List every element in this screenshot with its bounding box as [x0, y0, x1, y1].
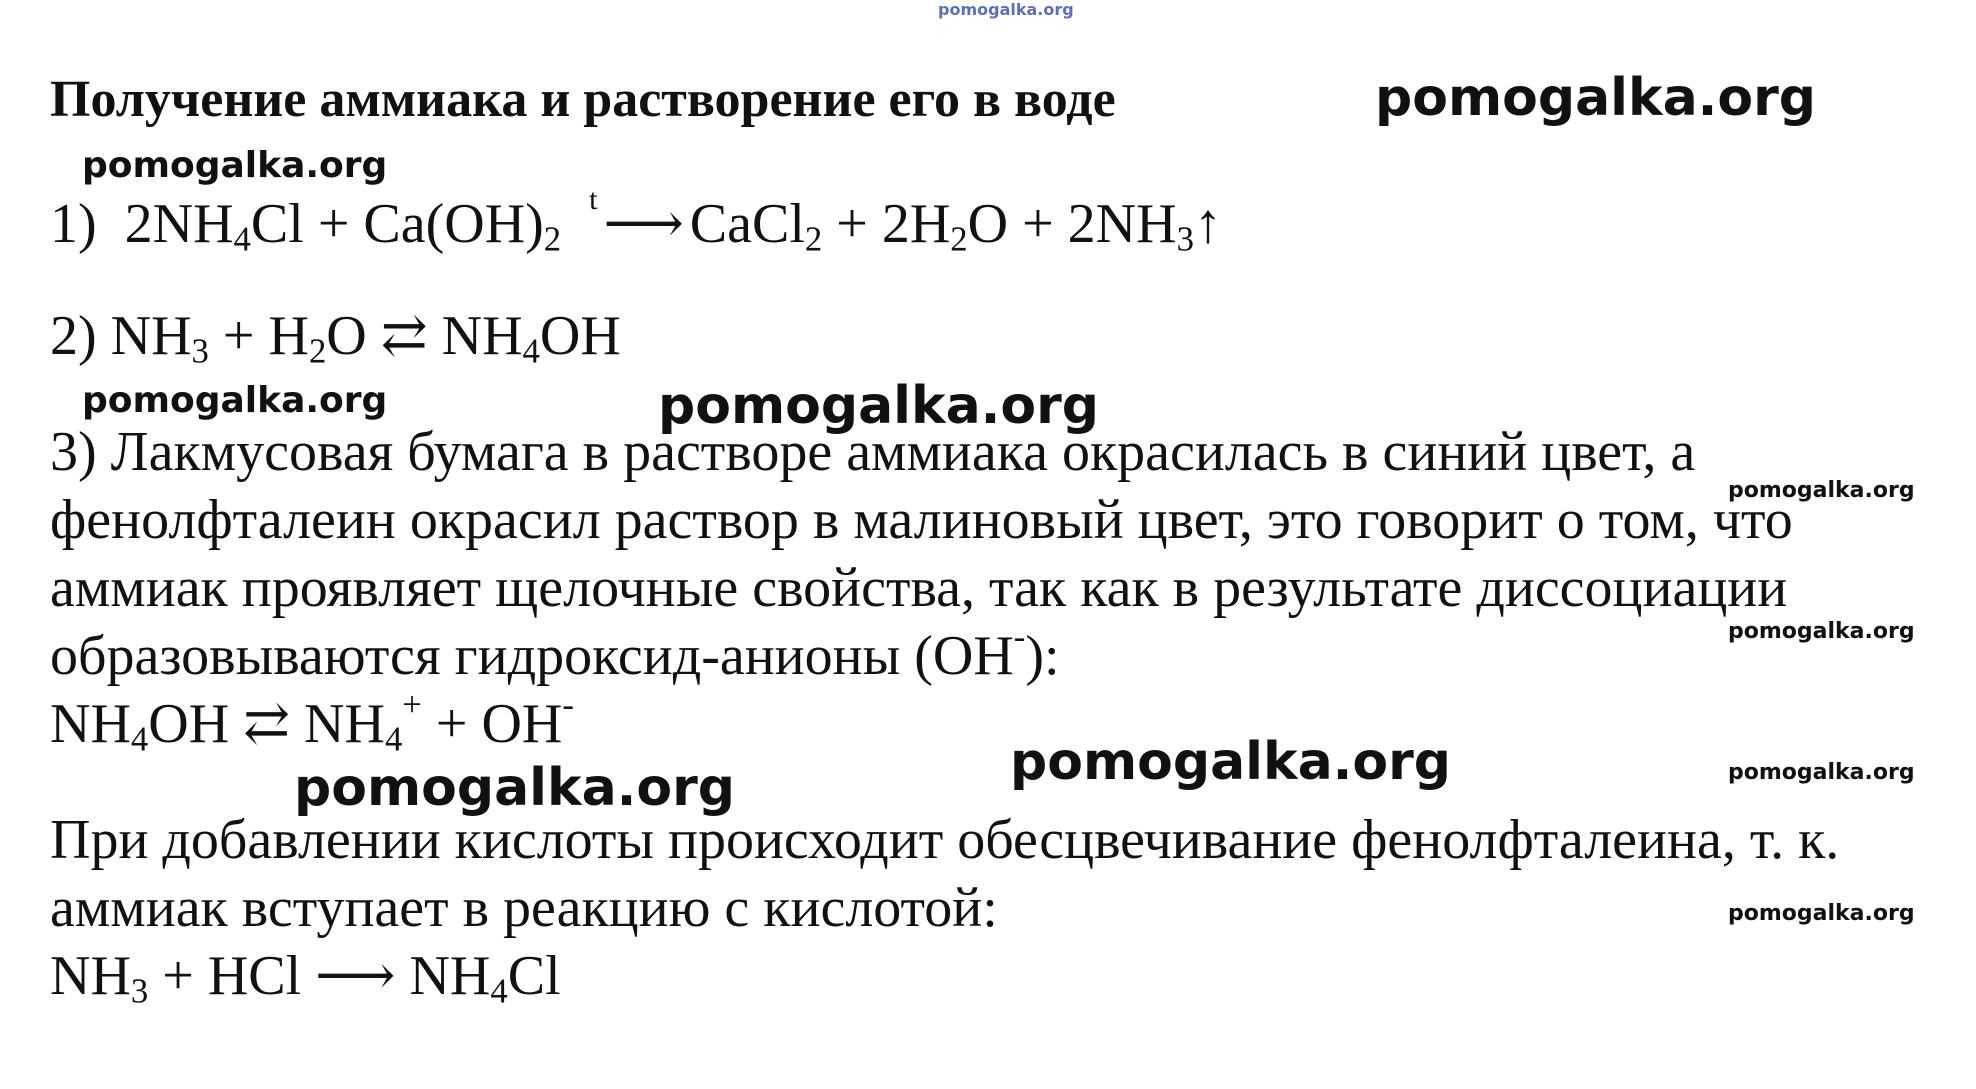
watermark-large: pomogalka.org: [1010, 732, 1452, 792]
condition-heat: t: [589, 183, 598, 216]
watermark-large: pomogalka.org: [658, 376, 1100, 436]
watermark-small: pomogalka.org: [1728, 760, 1915, 785]
watermark-small: pomogalka.org: [1728, 619, 1915, 644]
paragraph-4-line-2: аммиак вступает в реакцию с кислотой:: [50, 877, 998, 939]
paragraph-3-line-2: фенолфталеин окрасил раствор в малиновый цвет, это говорит о том, что: [50, 489, 1793, 551]
paragraph-3-line-4: образовываются гидроксид-анионы (OH-):: [50, 616, 1060, 687]
paragraph-4-line-1: При добавлении кислоты происходит обесцвечивание фенолфталеина, т. к.: [50, 809, 1840, 871]
reaction-arrow: ⟶: [603, 193, 684, 255]
equation-2: 2) $NH_3 + H_2O$ ⇄ $NH_4OH$: [50, 305, 621, 371]
equation-1: 1) $2NH_4Cl + Ca(OH)_2$ $^t$ ⟶ CaCl$_2$ + $2H_2O$ + $2NH_3↑$: [50, 183, 1222, 259]
watermark-small: pomogalka.org: [1728, 901, 1915, 926]
equation-4: $NH_3$ + HCl ⟶ $NH_4Cl$: [50, 945, 561, 1011]
watermark-small: pomogalka.org: [1728, 478, 1915, 503]
watermark-medium: pomogalka.org: [82, 145, 388, 186]
equation-3: $NH_4OH$ ⇄ $NH_4^+ + OH^-$: [50, 684, 574, 759]
paragraph-3-line-3: аммиак проявляет щелочные свойства, так как в результате диссоциации: [50, 557, 1788, 619]
paragraph-3-line-1: 3) Лакмусовая бумага в растворе аммиака окрасилась в синий цвет, а: [50, 421, 1696, 483]
watermark-top: pomogalka.org: [938, 0, 1074, 19]
watermark-large: pomogalka.org: [1375, 68, 1817, 128]
watermark-medium: pomogalka.org: [82, 380, 388, 421]
watermark-large: pomogalka.org: [294, 758, 736, 818]
page-title: Получение аммиака и растворение его в воде: [50, 71, 1116, 128]
